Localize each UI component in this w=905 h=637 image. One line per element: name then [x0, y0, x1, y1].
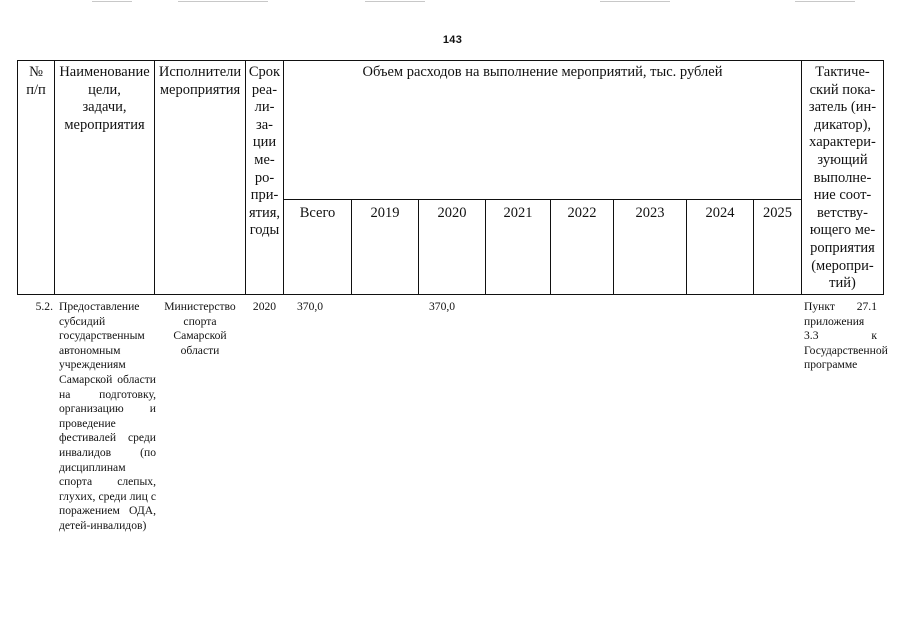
header-year-2021: 2021 [503, 205, 533, 221]
row-indicator: Пункт 27.1 приложения 3.3 к Государственной программе [804, 300, 888, 372]
header-number: № п/п [26, 64, 46, 98]
header-year-2023: 2023 [635, 205, 665, 221]
header-expenses-title: Объем расходов на выполнение мероприятий, тыс. рублей [362, 64, 723, 80]
row-total: 370,0 [297, 300, 324, 313]
row-name: Предоставление субсидий государственным автономным учреждениям Самарской области на подготовку, организацию и проведение фестивалей среди инвалидов (по дисциплинам спорта слепых, глухих, среди лиц с поражением ОДА, детей-инвалидов) [59, 300, 156, 532]
page-number: 143 [442, 34, 463, 46]
header-year-2025: 2025 [763, 205, 792, 221]
header-indicator: Тактиче- ский пока- затель (ин- дикатор), характери- зующий выполне- ние соот- ветству- ющего ме- роприятия (меропри- тий) [808, 64, 877, 292]
header-executors: Исполнители мероприятия [158, 64, 242, 98]
row-executor: Министерство спорта Самарской области [164, 300, 236, 357]
header-name: Наименование цели, задачи, мероприятия [59, 64, 150, 133]
header-term: Срок реа- ли- за- ции ме- ро- при- ятия, годы [248, 64, 281, 239]
header-year-2019: 2019 [370, 205, 400, 221]
header-year-2024: 2024 [705, 205, 735, 221]
row-value-2020: 370,0 [429, 300, 456, 313]
header-year-2020: 2020 [437, 205, 467, 221]
header-year-2022: 2022 [567, 205, 597, 221]
row-term: 2020 [252, 300, 277, 313]
row-number: 5.2. [35, 300, 53, 313]
scan-edge-artifacts [0, 0, 905, 6]
header-total: Всего [299, 205, 336, 221]
